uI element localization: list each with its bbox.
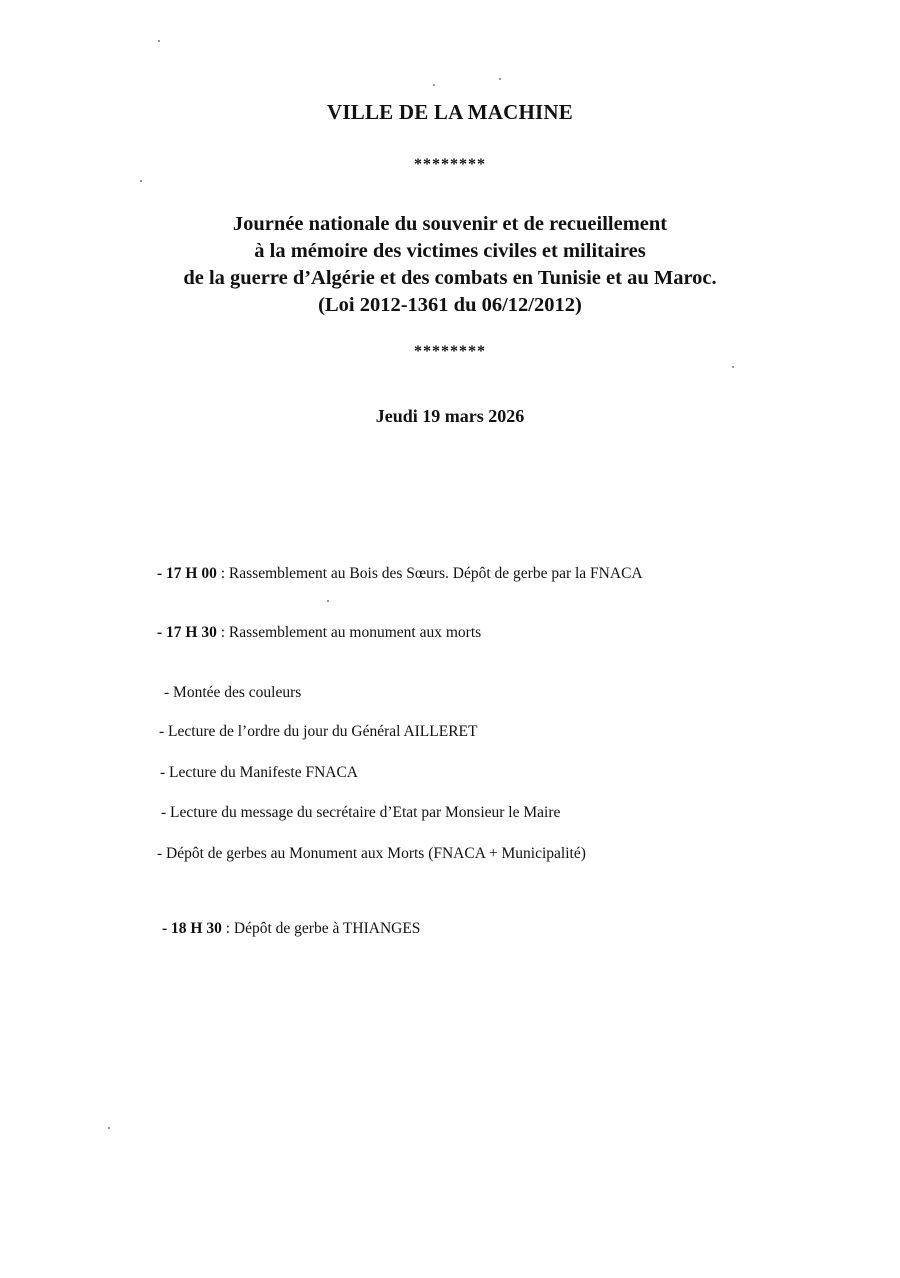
scan-speck xyxy=(140,180,142,182)
program-subitem: - Lecture du message du secrétaire d’Etat par Monsieur le Maire xyxy=(161,804,561,821)
scan-speck xyxy=(158,40,160,42)
separator-bottom: ******** xyxy=(414,343,486,360)
program-sep: : xyxy=(221,920,234,937)
program-item-1830 xyxy=(162,920,420,938)
program-time: - 17 H 30 xyxy=(157,624,217,641)
scan-speck xyxy=(327,600,329,602)
event-heading xyxy=(0,211,900,319)
separator-top: ******** xyxy=(414,156,486,173)
program-item-1700 xyxy=(157,565,643,583)
program-text: Dépôt de gerbe à THIANGES xyxy=(233,920,421,937)
program-sep: : xyxy=(216,624,229,641)
event-date: Jeudi 19 mars 2026 xyxy=(375,406,525,426)
heading-line: Journée nationale du souvenir et de recueillement xyxy=(232,213,668,235)
program-subitem: - Dépôt de gerbes au Monument aux Morts (FNACA + Municipalité) xyxy=(157,845,586,862)
heading-line: à la mémoire des victimes civiles et militaires xyxy=(254,240,646,262)
heading-line: de la guerre d’Algérie et des combats en Tunisie et au Maroc. xyxy=(183,267,717,289)
program-item-1730 xyxy=(157,624,481,642)
program-text: Rassemblement au Bois des Sœurs. Dépôt de gerbe par la FNACA xyxy=(228,565,643,582)
heading-line-law: (Loi 2012-1361 du 06/12/2012) xyxy=(318,294,582,316)
document-title: VILLE DE LA MACHINE xyxy=(327,100,573,124)
program-subitem: - Montée des couleurs xyxy=(164,684,302,701)
program-sep: : xyxy=(216,565,229,582)
program-subitem: - Lecture de l’ordre du jour du Général AILLERET xyxy=(159,723,478,740)
program-time: - 17 H 00 xyxy=(157,565,217,582)
program-time: - 18 H 30 xyxy=(162,920,222,937)
scan-speck xyxy=(433,84,435,86)
scan-speck xyxy=(499,78,501,80)
scan-speck xyxy=(732,366,734,368)
program-text: Rassemblement au monument aux morts xyxy=(228,624,482,641)
scan-speck xyxy=(108,1127,110,1129)
program-subitem: - Lecture du Manifeste FNACA xyxy=(160,764,359,781)
